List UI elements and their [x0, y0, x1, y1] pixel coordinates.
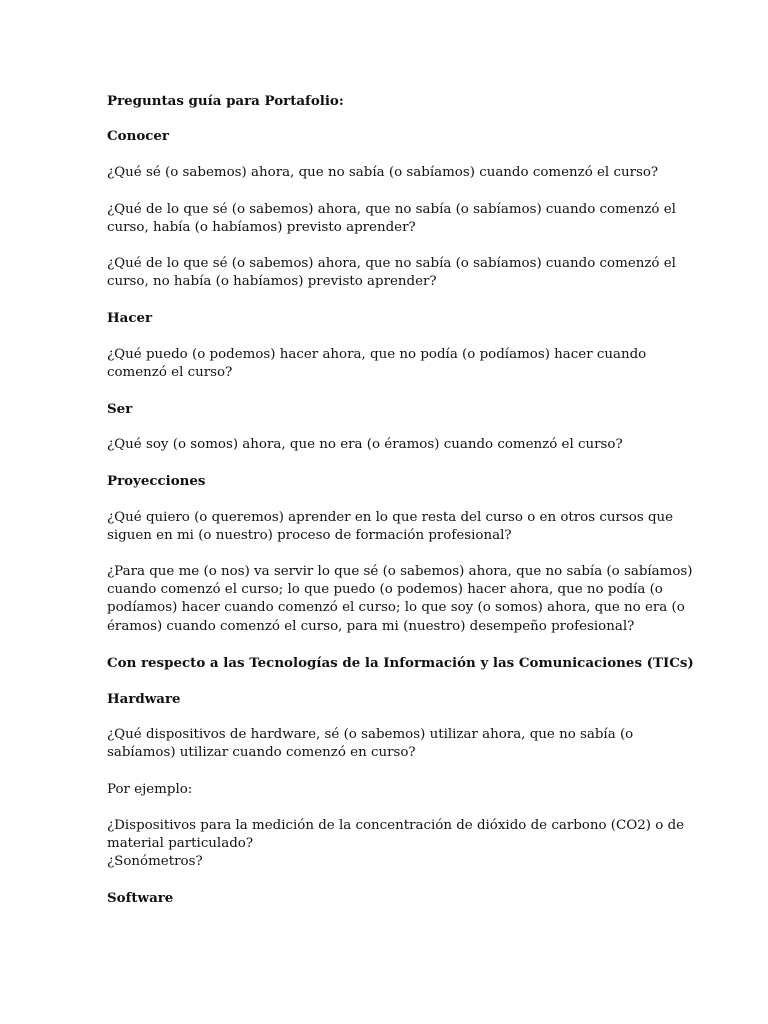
question-proyecciones-1 [107, 509, 674, 545]
question-line: podíamos) hacer cuando comenzó el curso; lo que soy (o somos) ahora, que no era (o [107, 600, 685, 616]
section-heading-hacer [107, 309, 667, 327]
question-line: ¿Qué sé (o sabemos) ahora, que no sabía (o sabíamos) cuando comenzó el curso? [107, 165, 659, 181]
question-proyecciones-2 [107, 563, 693, 636]
heading-text: Hardware [107, 691, 181, 708]
heading-text: Ser [107, 401, 133, 418]
title-text: Preguntas guía para Portafolio: [107, 93, 344, 109]
question-ser-1 [107, 436, 667, 454]
section-heading-conocer [107, 127, 667, 145]
question-line: siguen en mi (o nuestro) proceso de formación profesional? [107, 527, 512, 543]
heading-text: Hacer [107, 310, 153, 327]
section-heading-tics [107, 654, 694, 672]
question-line: ¿Qué dispositivos de hardware, sé (o sabemos) utilizar ahora, que no sabía (o [107, 727, 634, 743]
question-conocer-1 [107, 164, 667, 182]
example-list [107, 817, 685, 872]
question-line: ¿Para que me (o nos) va servir lo que sé (o sabemos) ahora, que no sabía (o sabíamos) [107, 564, 693, 580]
question-conocer-3 [107, 255, 676, 291]
heading-text: Proyecciones [107, 473, 206, 490]
question-line: ¿Qué puedo (o podemos) hacer ahora, que no podía (o podíamos) hacer cuando [107, 346, 647, 362]
example-line: ¿Sonómetros? [107, 854, 203, 870]
section-heading-software [107, 889, 667, 907]
question-line: ¿Qué de lo que sé (o sabemos) ahora, que no sabía (o sabíamos) cuando comenzó el [107, 201, 676, 217]
question-hardware-1 [107, 726, 667, 762]
question-line: ¿Qué de lo que sé (o sabemos) ahora, que no sabía (o sabíamos) cuando comenzó el [107, 256, 676, 272]
question-hacer-1 [107, 346, 667, 382]
example-line: material particulado? [107, 836, 254, 852]
heading-text: Conocer [107, 128, 169, 145]
example-line: ¿Dispositivos para la medición de la concentración de dióxido de carbono (CO2) o de [107, 817, 685, 833]
section-heading-hardware [107, 690, 667, 708]
heading-text: Software [107, 890, 174, 907]
example-label-text: Por ejemplo: [107, 781, 193, 797]
section-heading-ser [107, 400, 667, 418]
heading-text: Con respecto a las Tecnologías de la Información y las Comunicaciones (TICs) [107, 654, 694, 671]
question-line: cuando comenzó el curso; lo que puedo (o podemos) hacer ahora, que no podía (o [107, 582, 663, 598]
question-conocer-2 [107, 201, 676, 237]
question-line: sabíamos) utilizar cuando comenzó en curso? [107, 745, 416, 761]
example-label [107, 781, 667, 799]
question-line: curso, no había (o habíamos) previsto aprender? [107, 274, 437, 290]
question-line: curso, había (o habíamos) previsto aprender? [107, 219, 416, 235]
question-line: comenzó el curso? [107, 364, 233, 380]
document-body [107, 92, 694, 908]
question-line: éramos) cuando comenzó el curso, para mi (nuestro) desempeño profesional? [107, 618, 635, 634]
question-line: ¿Qué quiero (o queremos) aprender en lo que resta del curso o en otros cursos que [107, 509, 674, 525]
section-heading-proyecciones [107, 472, 667, 490]
question-line: ¿Qué soy (o somos) ahora, que no era (o éramos) cuando comenzó el curso? [107, 437, 623, 453]
document-title [107, 92, 667, 110]
